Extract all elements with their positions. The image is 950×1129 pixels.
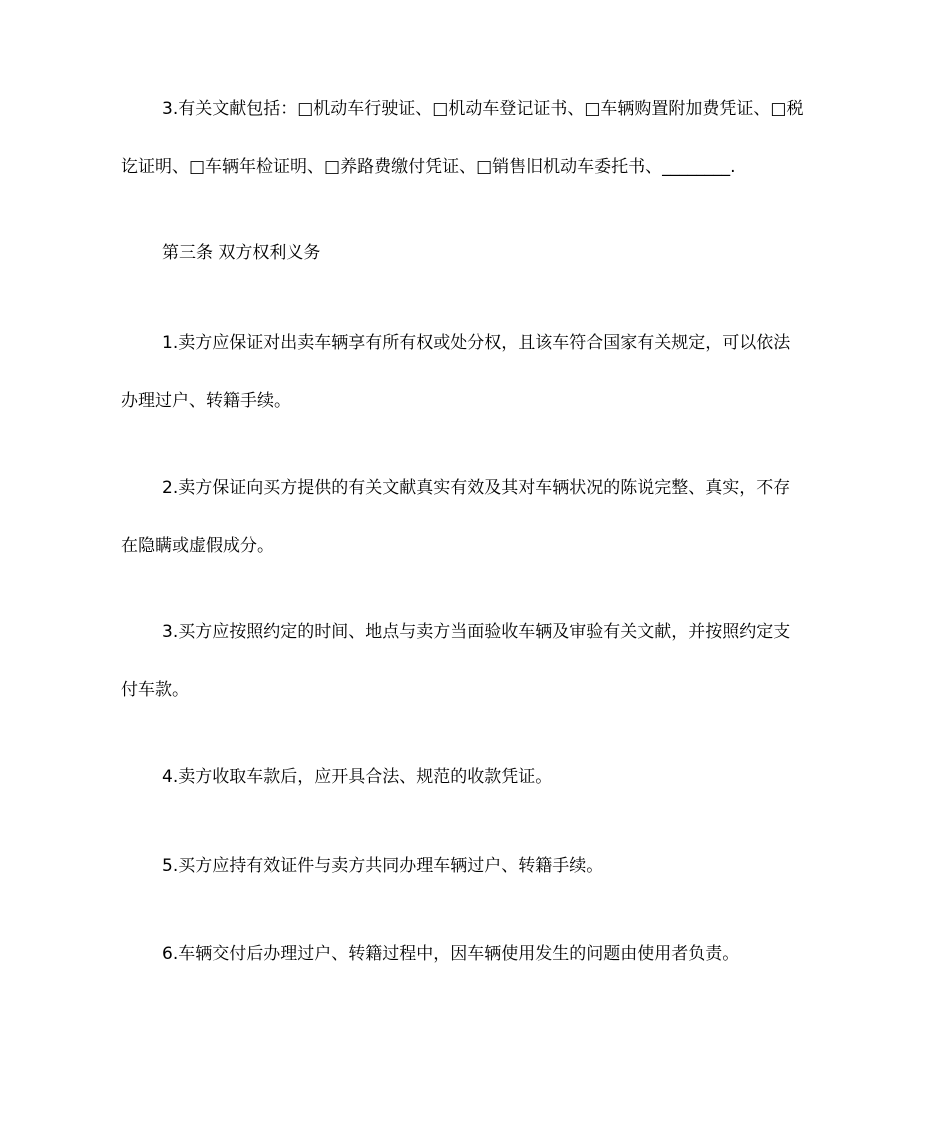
paragraph-clause-6: [121, 925, 831, 983]
paragraph-line: 6.车辆交付后办理过户、转籍过程中，因车辆使用发生的问题由使用者负责。: [162, 944, 740, 964]
paragraph-document-list: [121, 80, 831, 196]
paragraph-clause-4: [121, 748, 831, 806]
paragraph-line: 2.卖方保证向买方提供的有关文献真实有效及其对车辆状况的陈说完整、真实，不存: [162, 478, 791, 498]
paragraph-line: 在隐瞒或虚假成分。: [121, 536, 274, 556]
paragraph-clause-1: [121, 314, 831, 430]
paragraph-line: 付车款。: [121, 680, 189, 700]
paragraph-line: 3.买方应按照约定的时间、地点与卖方当面验收车辆及审验有关文献，并按照约定支: [162, 622, 791, 642]
paragraph-clause-2: [121, 459, 831, 575]
paragraph-line: 讫证明、□车辆年检证明、□养路费缴付凭证、□销售旧机动车委托书、________.: [121, 157, 736, 177]
paragraph-clause-5: [121, 837, 831, 895]
paragraph-line: 1.卖方应保证对出卖车辆享有所有权或处分权，且该车符合国家有关规定，可以依法: [162, 333, 791, 353]
section-heading-text: 第三条 双方权利义务: [162, 243, 321, 263]
paragraph-clause-3: [121, 603, 831, 719]
paragraph-line: 4.卖方收取车款后，应开具合法、规范的收款凭证。: [162, 767, 553, 787]
section-heading: [121, 224, 831, 282]
paragraph-line: 办理过户、转籍手续。: [121, 391, 291, 411]
paragraph-line: 5.买方应持有效证件与卖方共同办理车辆过户、转籍手续。: [162, 856, 604, 876]
paragraph-line: 3.有关文献包括：□机动车行驶证、□机动车登记证书、□车辆购置附加费凭证、□税: [162, 99, 804, 119]
